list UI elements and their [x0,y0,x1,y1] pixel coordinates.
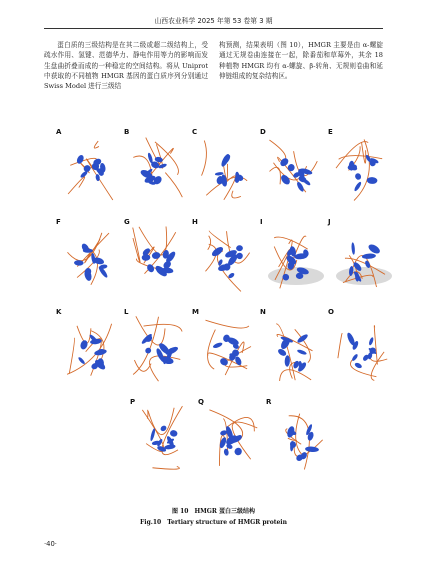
protein-structure-image [124,308,192,390]
helix-segment [354,362,363,369]
panel-label: C [192,128,198,136]
coil-segment [338,333,342,358]
helix-segment [151,251,160,259]
coil-segment [205,320,248,328]
protein-structure-image [192,308,260,390]
helix-segment [354,172,362,180]
panel-label: M [192,308,199,316]
protein-structure-image [260,308,328,390]
coil-segment [362,142,366,163]
coil-segment [139,227,167,255]
structure-panel-b [124,128,192,210]
coil-segment [232,191,241,198]
coil-segment [208,236,211,250]
panel-label: K [56,308,62,316]
panel-label: A [56,128,62,136]
protein-structure-image [124,218,192,300]
body-text-right-column [219,40,383,81]
structure-panel-q [198,398,266,480]
running-header [44,14,383,29]
protein-structure-image [328,308,396,390]
panel-label: R [266,398,272,406]
left-paragraph: 蛋白质的三级结构是在其二级或超二级结构上，受疏水作用、氢键、范德华力、静电作用等力的影响而发生盘曲折叠而成的一种稳定的空间结构。将从 Uniprot 中获取的不同植物 HMGR 基因的蛋白质序列分别通过 Swiss Model 进行三级结 [44,41,208,91]
protein-structure-image [56,218,124,300]
panel-label: J [328,218,331,226]
helix-segment [277,348,288,358]
helix-segment [351,242,355,255]
panel-label: L [124,308,129,316]
coil-segment [86,159,112,200]
body-text-left-column [44,40,208,91]
panel-label: E [328,128,333,136]
protein-structure-image [56,308,124,390]
protein-structure-image [328,218,396,300]
coil-segment [165,173,182,198]
helix-segment [296,333,309,344]
right-paragraph: 构预测，结果表明（图 10），HMGR 主要是由 α-螺旋通过无规卷曲连接在一起，除番茄和草莓外，其余 18 种植物 HMGR 均有 α-螺旋、β-转角、无规则卷曲和延伸链组成的复杂结构区。 [219,41,383,80]
helix-segment [169,430,177,438]
panel-label: D [260,128,266,136]
structure-panel-p [130,398,198,480]
structure-panel-j [328,218,396,300]
coil-segment [144,324,183,331]
coil-segment [69,338,74,374]
helix-segment [79,339,88,350]
coil-segment [354,139,369,200]
panel-label: Q [198,398,204,406]
helix-segment [353,181,362,192]
panel-label: I [260,218,263,226]
coil-segment [208,330,216,370]
helix-segment [368,337,374,346]
structure-panel-l [124,308,192,390]
helix-segment [236,245,243,251]
protein-structure-image [124,128,192,210]
structure-panel-m [192,308,260,390]
figure-caption-en: Fig.10 Tertiary structure of HMGR protein [140,519,287,526]
helix-segment [284,355,290,367]
structure-panel-i [260,218,328,300]
coil-segment [148,408,174,435]
protein-structure-image [260,218,328,300]
helix-segment [279,173,291,186]
helix-segment [367,243,381,256]
helix-segment [212,341,223,349]
helix-segment [77,356,85,365]
helix-segment [367,177,378,184]
coil-segment [134,360,151,371]
helix-segment [305,446,319,452]
protein-structure-image [260,128,328,210]
structure-panel-r [266,398,334,480]
helix-segment [287,163,296,172]
structure-panel-f [56,218,124,300]
protein-structure-image [192,218,260,300]
protein-structure-image [266,398,334,480]
structure-panel-h [192,218,260,300]
coil-segment [68,177,85,194]
helix-segment [150,428,157,442]
coil-segment [133,228,140,263]
structure-panel-e [328,128,396,210]
structure-panel-n [260,308,328,390]
helix-segment [296,181,305,193]
structure-panel-o [328,308,396,390]
protein-structure-image [130,398,198,480]
running-title: 山西农业科学 2025 年第 53 卷第 3 期 [154,17,273,25]
protein-structure-image [56,128,124,210]
page-number: ·40· [44,540,57,548]
protein-structure-image [198,398,266,480]
helix-segment [83,249,93,253]
panel-label: G [124,218,130,226]
protein-structure-image [192,128,260,210]
structure-panel-g [124,218,192,300]
coil-segment [374,326,377,365]
panel-label: F [56,218,61,226]
panel-label: H [192,218,198,226]
coil-segment [205,244,216,271]
structure-panel-a [56,128,124,210]
coil-segment [94,141,99,148]
helix-segment [144,347,152,355]
helix-segment [362,253,376,259]
figure-caption-cn: 图 10 HMGR 蛋白三级结构 [172,508,255,515]
coil-segment [91,331,104,364]
helix-segment [233,447,243,457]
helix-segment [297,349,308,356]
panel-label: N [260,308,266,316]
structure-panel-c [192,128,260,210]
structure-panel-k [56,308,124,390]
panel-label: B [124,128,130,136]
protein-structure-image [328,128,396,210]
coil-segment [152,466,179,469]
helix-segment [223,448,229,456]
panel-label: P [130,398,136,406]
panel-label: O [328,308,334,316]
structure-panel-d [260,128,328,210]
helix-segment [286,425,296,438]
coil-segment [202,141,207,176]
